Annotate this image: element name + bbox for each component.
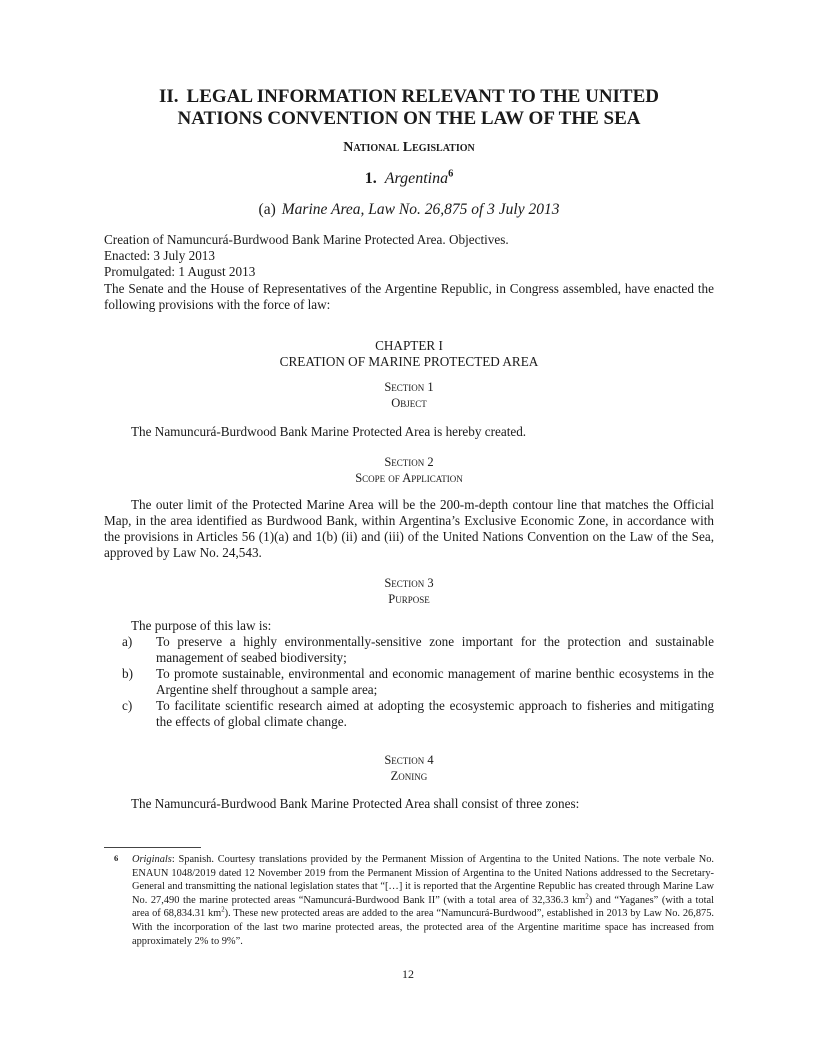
list-item-label: c) bbox=[122, 698, 133, 713]
footnote-sup-1: 2 bbox=[585, 893, 589, 901]
section-3-title: Purpose bbox=[388, 592, 430, 606]
country-name: Argentina bbox=[384, 170, 449, 187]
intro-line-3: Promulgated: 1 August 2013 bbox=[104, 264, 256, 279]
section-2-title: Scope of Application bbox=[355, 471, 463, 485]
enacting-paragraph: The Senate and the House of Representatives of the Argentine Republic, in Congress assembled, have enacted the following provisions with the force of law: bbox=[104, 281, 714, 312]
list-item-label: b) bbox=[122, 666, 133, 681]
part-heading bbox=[104, 86, 714, 108]
footnote-text-c: ). These new protected areas are added to the area “Namuncurá-Burdwood”, established in 2013 by Law No. 26,875. With the incorporation of the last two marine protected areas, the protected area of the Argentine maritime space has increased from approximately 2% to 9%”. bbox=[132, 908, 715, 947]
intro-block bbox=[104, 232, 714, 280]
intro-line-1: Creation of Namuncurá-Burdwood Bank Marine Protected Area. Objectives. bbox=[104, 232, 509, 247]
chapter-title: CREATION OF MARINE PROTECTED AREA bbox=[279, 354, 539, 369]
section-3-text: The purpose of this law is: bbox=[131, 618, 272, 633]
list-item-text: To promote sustainable, environmental and economic management of marine benthic ecosystems in the Argentine shelf throughout a sample area; bbox=[156, 666, 714, 697]
footnote-divider bbox=[104, 847, 201, 848]
law-label: (a) bbox=[258, 201, 276, 218]
chapter-label: CHAPTER I bbox=[375, 338, 443, 353]
page-number: 12 bbox=[402, 967, 414, 981]
part-title-line2: NATIONS CONVENTION ON THE LAW OF THE SEA bbox=[177, 108, 641, 129]
part-number: II. bbox=[158, 86, 179, 107]
section-4-title: Zoning bbox=[390, 769, 428, 783]
list-item bbox=[122, 634, 714, 666]
section-3-label: Section 3 bbox=[384, 576, 434, 590]
footnote bbox=[104, 853, 714, 948]
footnote-ref: 6 bbox=[448, 168, 454, 180]
section-2-label: Section 2 bbox=[384, 455, 434, 469]
footnote-text-a: : Spanish. Courtesy translations provided by the Permanent Mission of Argentina to the United Nations. The note verbale No. ENAUN 1048/2019 dated 12 November 2019 from the Permanent Mission of Argentina to the United Nations addressed to the Secretary-General and transmitting the national legislation states that “[…] it is reported that the Argentine Republic has created through Marine Law No. 27,490 the marine protected areas “Namuncurá-Burdwood Bank II” (with a total area of 32,336.3 km bbox=[132, 854, 714, 906]
section-4-label: Section 4 bbox=[384, 753, 434, 767]
section-1-title: Object bbox=[391, 396, 427, 410]
country-number: 1. bbox=[364, 170, 377, 187]
list-item-label: a) bbox=[122, 634, 133, 649]
list-item-text: To facilitate scientific research aimed at adopting the ecosystemic approach to fisheries and mitigating the effects of global climate change. bbox=[156, 698, 714, 729]
footnote-body bbox=[132, 853, 714, 948]
footnote-originals-label: Originals bbox=[132, 854, 172, 865]
intro-line-2: Enacted: 3 July 2013 bbox=[104, 248, 215, 263]
part-title-line1: LEGAL INFORMATION RELEVANT TO THE UNITED bbox=[186, 86, 660, 107]
law-title: Marine Area, Law No. 26,875 of 3 July 2013 bbox=[281, 201, 560, 218]
list-item-text: To preserve a highly environmentally-sensitive zone important for the protection and sustainable management of seabed biodiversity; bbox=[156, 634, 714, 665]
section-4-text: The Namuncurá-Burdwood Bank Marine Protected Area shall consist of three zones: bbox=[131, 796, 580, 811]
country-heading bbox=[104, 170, 714, 188]
footnote-sup-2: 2 bbox=[221, 906, 225, 914]
section-2-text: The outer limit of the Protected Marine Area will be the 200-m-depth contour line that matches the Official Map, in the area identified as Burdwood Bank, within Argentina’s Exclusive Economic Zone, in accordance with the provisions in Articles 56 (1)(a) and 1(b) (ii) and (iii) of the United Nations Convention on the Law of the Sea, approved by Law No. 24,543. bbox=[104, 497, 714, 560]
footnote-text-b: ) and “Yaganes” (with a total area of 68,834.31 km bbox=[132, 894, 715, 920]
list-item bbox=[122, 698, 714, 730]
section-1-text: The Namuncurá-Burdwood Bank Marine Protected Area is hereby created. bbox=[131, 424, 527, 439]
law-heading bbox=[104, 201, 714, 219]
footnote-marker: 6 bbox=[114, 853, 119, 863]
section-heading: National Legislation bbox=[343, 140, 475, 155]
purpose-list bbox=[122, 634, 714, 730]
section-1-label: Section 1 bbox=[384, 380, 434, 394]
list-item bbox=[122, 666, 714, 698]
